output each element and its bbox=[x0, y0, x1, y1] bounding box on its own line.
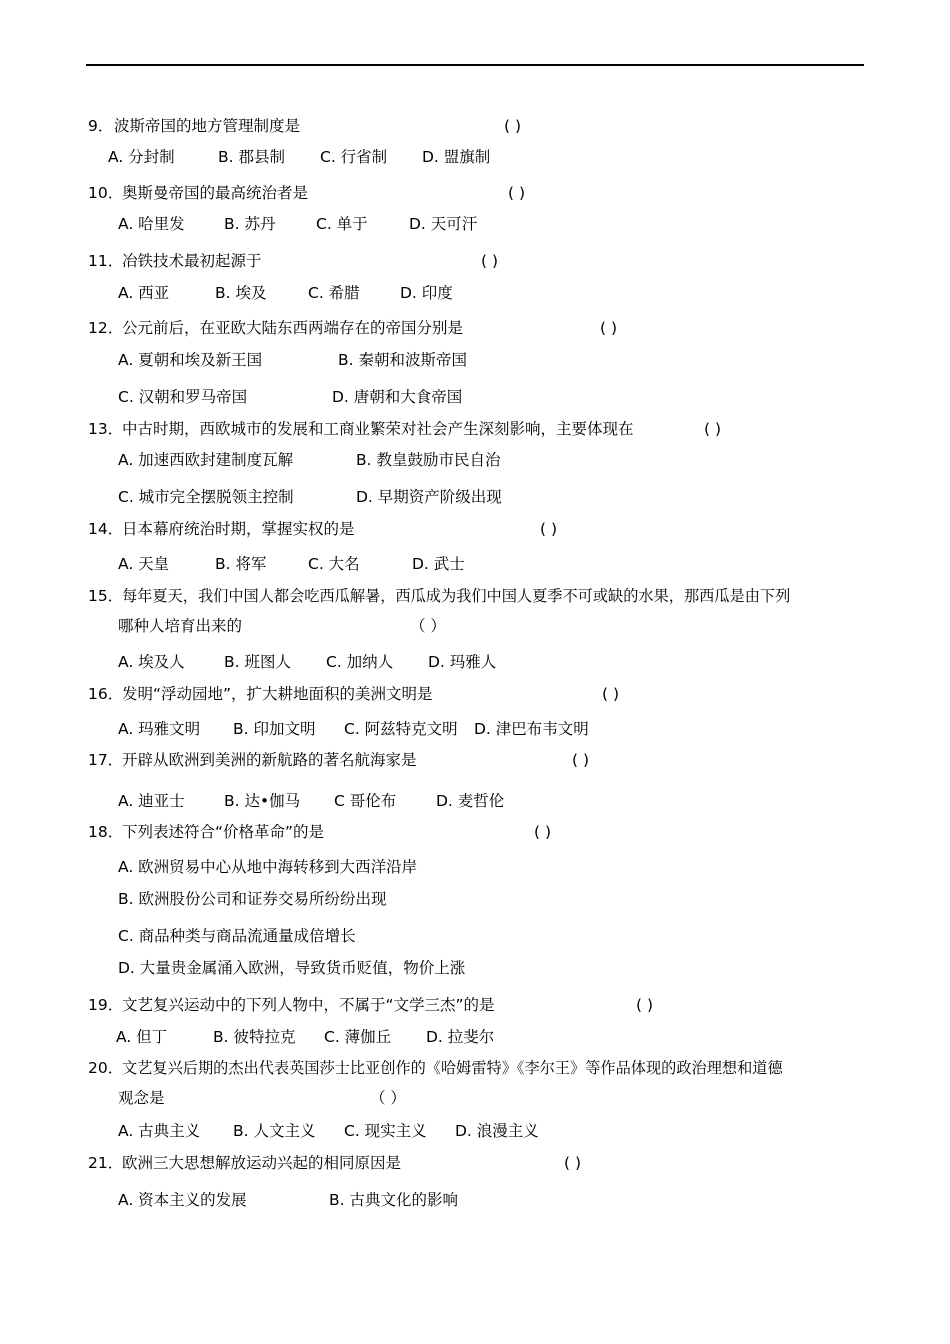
question-18-option-c: C. 商品种类与商品流通量成倍增长 bbox=[118, 927, 356, 945]
question-15-option-d: D. 玛雅人 bbox=[428, 653, 497, 671]
question-17-text: 开辟从欧洲到美洲的新航路的著名航海家是 bbox=[122, 751, 417, 769]
question-21-answer-paren: ( ) bbox=[564, 1154, 582, 1172]
question-14-text: 日本幕府统治时期，掌握实权的是 bbox=[122, 520, 355, 538]
question-21-number: 21． bbox=[88, 1154, 124, 1172]
question-20-option-d: D. 浪漫主义 bbox=[455, 1122, 539, 1140]
question-19-answer-paren: ( ) bbox=[636, 996, 654, 1014]
question-13-option-d: D. 早期资产阶级出现 bbox=[356, 488, 502, 506]
question-10-option-a: A. 哈里发 bbox=[118, 215, 185, 233]
question-14-option-c: C. 大名 bbox=[308, 555, 360, 573]
question-15-text-continued: 哪种人培育出来的 bbox=[118, 617, 243, 635]
question-12-number: 12． bbox=[88, 319, 124, 337]
question-15-answer-paren: （ ） bbox=[410, 617, 446, 635]
question-17-option-a: A. 迪亚士 bbox=[118, 792, 185, 810]
question-20-text: 文艺复兴后期的杰出代表英国莎士比亚创作的《哈姆雷特》《李尔王》等作品体现的政治理想和道德 bbox=[122, 1059, 783, 1077]
question-15-text: 每年夏天，我们中国人都会吃西瓜解暑，西瓜成为我们中国人夏季不可或缺的水果，那西瓜是由下列 bbox=[122, 587, 791, 605]
question-17-option-d: D. 麦哲伦 bbox=[436, 792, 505, 810]
question-17-answer-paren: ( ) bbox=[572, 751, 590, 769]
question-20-answer-paren: （ ） bbox=[370, 1089, 406, 1107]
question-9-number: 9． bbox=[88, 117, 114, 135]
question-15-option-b: B. 班图人 bbox=[224, 653, 291, 671]
question-10-option-d: D. 天可汗 bbox=[409, 215, 478, 233]
question-13-option-c: C. 城市完全摆脱领主控制 bbox=[118, 488, 294, 506]
question-19-text: 文艺复兴运动中的下列人物中，不属于“文学三杰”的是 bbox=[122, 996, 495, 1014]
question-15-option-a: A. 埃及人 bbox=[118, 653, 185, 671]
question-9-option-c: C. 行省制 bbox=[320, 148, 388, 166]
question-13-text: 中古时期，西欧城市的发展和工商业繁荣对社会产生深刻影响，主要体现在 bbox=[122, 420, 634, 438]
question-16-option-c: C. 阿兹特克文明 bbox=[344, 720, 458, 738]
question-10-text: 奥斯曼帝国的最高统治者是 bbox=[122, 184, 309, 202]
question-18-answer-paren: ( ) bbox=[534, 823, 552, 841]
question-10-option-b: B. 苏丹 bbox=[224, 215, 276, 233]
question-10-option-c: C. 单于 bbox=[316, 215, 368, 233]
question-16-option-b: B. 印加文明 bbox=[233, 720, 316, 738]
question-12-option-d: D. 唐朝和大食帝国 bbox=[332, 388, 463, 406]
question-11-option-b: B. 埃及 bbox=[215, 284, 267, 302]
question-12-option-c: C. 汉朝和罗马帝国 bbox=[118, 388, 248, 406]
question-17-number: 17． bbox=[88, 751, 124, 769]
question-18-option-d: D. 大量贵金属涌入欧洲，导致货币贬值，物价上涨 bbox=[118, 959, 466, 977]
question-20-text-continued: 观念是 bbox=[118, 1089, 165, 1107]
header-rule bbox=[86, 64, 864, 66]
question-16-answer-paren: ( ) bbox=[602, 685, 620, 703]
question-13-number: 13． bbox=[88, 420, 124, 438]
question-19-number: 19． bbox=[88, 996, 124, 1014]
question-21-option-b: B. 古典文化的影响 bbox=[329, 1191, 458, 1209]
question-13-option-a: A. 加速西欧封建制度瓦解 bbox=[118, 451, 294, 469]
question-11-option-a: A. 西亚 bbox=[118, 284, 170, 302]
question-9-option-a: A. 分封制 bbox=[108, 148, 175, 166]
question-11-option-d: D. 印度 bbox=[400, 284, 453, 302]
question-15-number: 15． bbox=[88, 587, 124, 605]
question-18-option-a: A. 欧洲贸易中心从地中海转移到大西洋沿岸 bbox=[118, 858, 418, 876]
question-10-number: 10． bbox=[88, 184, 124, 202]
question-12-answer-paren: ( ) bbox=[600, 319, 618, 337]
question-12-option-b: B. 秦朝和波斯帝国 bbox=[338, 351, 467, 369]
question-20-option-c: C. 现实主义 bbox=[344, 1122, 427, 1140]
question-19-option-a: A. 但丁 bbox=[116, 1028, 168, 1046]
question-10-answer-paren: ( ) bbox=[508, 184, 526, 202]
question-18-number: 18． bbox=[88, 823, 124, 841]
question-20-option-b: B. 人文主义 bbox=[233, 1122, 316, 1140]
question-17-option-c: C 哥伦布 bbox=[334, 792, 397, 810]
question-17-option-b: B. 达•伽马 bbox=[224, 792, 301, 810]
question-21-text: 欧洲三大思想解放运动兴起的相同原因是 bbox=[122, 1154, 402, 1172]
question-14-number: 14． bbox=[88, 520, 124, 538]
question-13-option-b: B. 教皇鼓励市民自治 bbox=[356, 451, 501, 469]
question-11-text: 冶铁技术最初起源于 bbox=[122, 252, 262, 270]
question-20-option-a: A. 古典主义 bbox=[118, 1122, 201, 1140]
question-19-option-d: D. 拉斐尔 bbox=[426, 1028, 495, 1046]
question-18-text: 下列表述符合“价格革命”的是 bbox=[122, 823, 325, 841]
question-15-option-c: C. 加纳人 bbox=[326, 653, 394, 671]
question-14-answer-paren: ( ) bbox=[540, 520, 558, 538]
question-11-number: 11． bbox=[88, 252, 124, 270]
question-13-answer-paren: ( ) bbox=[704, 420, 722, 438]
question-12-option-a: A. 夏朝和埃及新王国 bbox=[118, 351, 263, 369]
question-19-option-b: B. 彼特拉克 bbox=[213, 1028, 296, 1046]
question-9-option-b: B. 郡县制 bbox=[218, 148, 285, 166]
question-14-option-d: D. 武士 bbox=[412, 555, 465, 573]
question-16-option-a: A. 玛雅文明 bbox=[118, 720, 201, 738]
question-9-option-d: D. 盟旗制 bbox=[422, 148, 491, 166]
question-11-answer-paren: ( ) bbox=[481, 252, 499, 270]
question-9-answer-paren: ( ) bbox=[504, 117, 522, 135]
question-18-option-b: B. 欧洲股份公司和证券交易所纷纷出现 bbox=[118, 890, 387, 908]
question-21-option-a: A. 资本主义的发展 bbox=[118, 1191, 247, 1209]
question-9-text: 波斯帝国的地方管理制度是 bbox=[114, 117, 301, 135]
question-16-number: 16． bbox=[88, 685, 124, 703]
question-16-option-d: D. 津巴布韦文明 bbox=[474, 720, 589, 738]
question-11-option-c: C. 希腊 bbox=[308, 284, 360, 302]
question-20-number: 20． bbox=[88, 1059, 124, 1077]
question-16-text: 发明“浮动园地”，扩大耕地面积的美洲文明是 bbox=[122, 685, 433, 703]
question-12-text: 公元前后，在亚欧大陆东西两端存在的帝国分别是 bbox=[122, 319, 464, 337]
question-14-option-a: A. 天皇 bbox=[118, 555, 170, 573]
question-14-option-b: B. 将军 bbox=[215, 555, 267, 573]
question-19-option-c: C. 薄伽丘 bbox=[324, 1028, 392, 1046]
